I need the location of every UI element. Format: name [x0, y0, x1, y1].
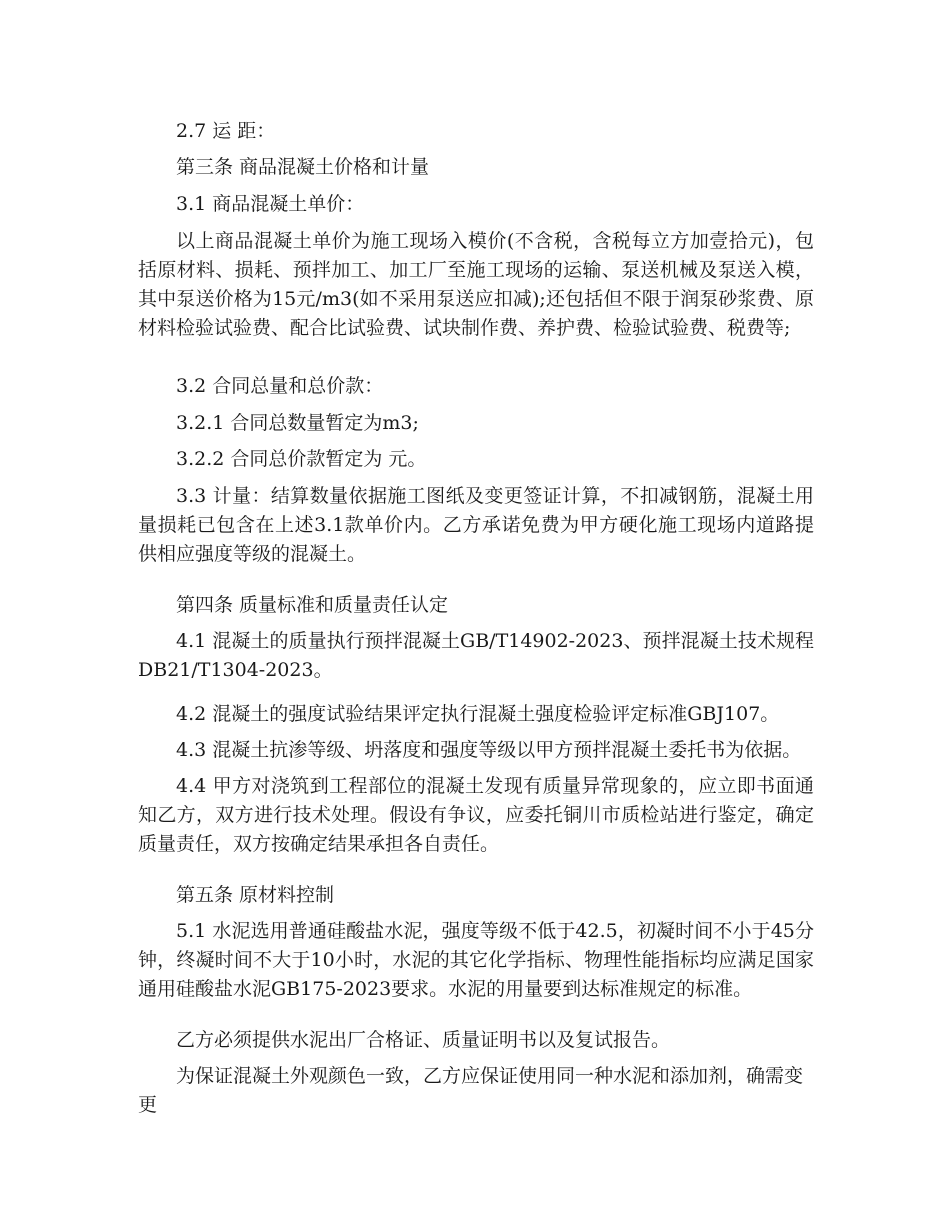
paragraph-certificate: 乙方必须提供水泥出厂合格证、质量证明书以及复试报告。 [176, 1029, 671, 1051]
paragraph-3-2-2: 3.2.2 合同总价款暂定为 元。 [176, 448, 427, 470]
paragraph-4-2: 4.2 混凝土的强度试验结果评定执行混凝土强度检验评定标准GBJ107。 [176, 703, 780, 725]
heading-article-4: 第四条 质量标准和质量责任认定 [176, 594, 449, 616]
paragraph-5-1: 5.1 水泥选用普通硅酸盐水泥，强度等级不低于42.5，初凝时间不小于45分钟，终凝时间不大于10小时，水泥的其它化学指标、物理性能指标均应满足国家通用硅酸盐水泥GB175-2023要求。水泥的用量要到达标准规定的标准。 [138, 920, 814, 1000]
paragraph-3-2: 3.2 合同总量和总价款： [176, 375, 384, 397]
paragraph-3-2-1: 3.2.1 合同总数量暂定为m3; [176, 412, 419, 434]
paragraph-color-consistency: 为保证混凝土外观颜色一致，乙方应保证使用同一种水泥和添加剂，确需变更 [138, 1065, 804, 1116]
heading-article-5: 第五条 原材料控制 [176, 884, 335, 906]
paragraph-4-3: 4.3 混凝土抗渗等级、坍落度和强度等级以甲方预拌混凝土委托书为依据。 [176, 739, 802, 761]
paragraph-4-4: 4.4 甲方对浇筑到工程部位的混凝土发现有质量异常现象的，应立即书面通知乙方，双方进行技术处理。假设有争议，应委托铜川市质检站进行鉴定，确定质量责任，双方按确定结果承担各自责任。 [138, 775, 814, 855]
paragraph-3-1: 3.1 商品混凝土单价： [176, 193, 365, 215]
paragraph-3-1-body: 以上商品混凝土单价为施工现场入模价(不含税，含税每立方加壹拾元)，包括原材料、损耗、预拌加工、加工厂至施工现场的运输、泵送机械及泵送入模，其中泵送价格为15元/m3(如不采用泵送应扣减);还包括但不限于润泵砂浆费、原材料检验试验费、配合比试验费、试块制作费、养护费、检验试验费、税费等; [138, 230, 814, 339]
paragraph-2-7: 2.7 运 距： [176, 120, 276, 142]
paragraph-3-3: 3.3 计量：结算数量依据施工图纸及变更签证计算，不扣减钢筋，混凝土用量损耗已包含在上述3.1款单价内。乙方承诺免费为甲方硬化施工现场内道路提供相应强度等级的混凝土。 [138, 485, 814, 565]
paragraph-4-1: 4.1 混凝土的质量执行预拌混凝土GB/T14902-2023、预拌混凝土技术规程DB21/T1304-2023。 [138, 630, 814, 681]
heading-article-3: 第三条 商品混凝土价格和计量 [176, 156, 430, 178]
